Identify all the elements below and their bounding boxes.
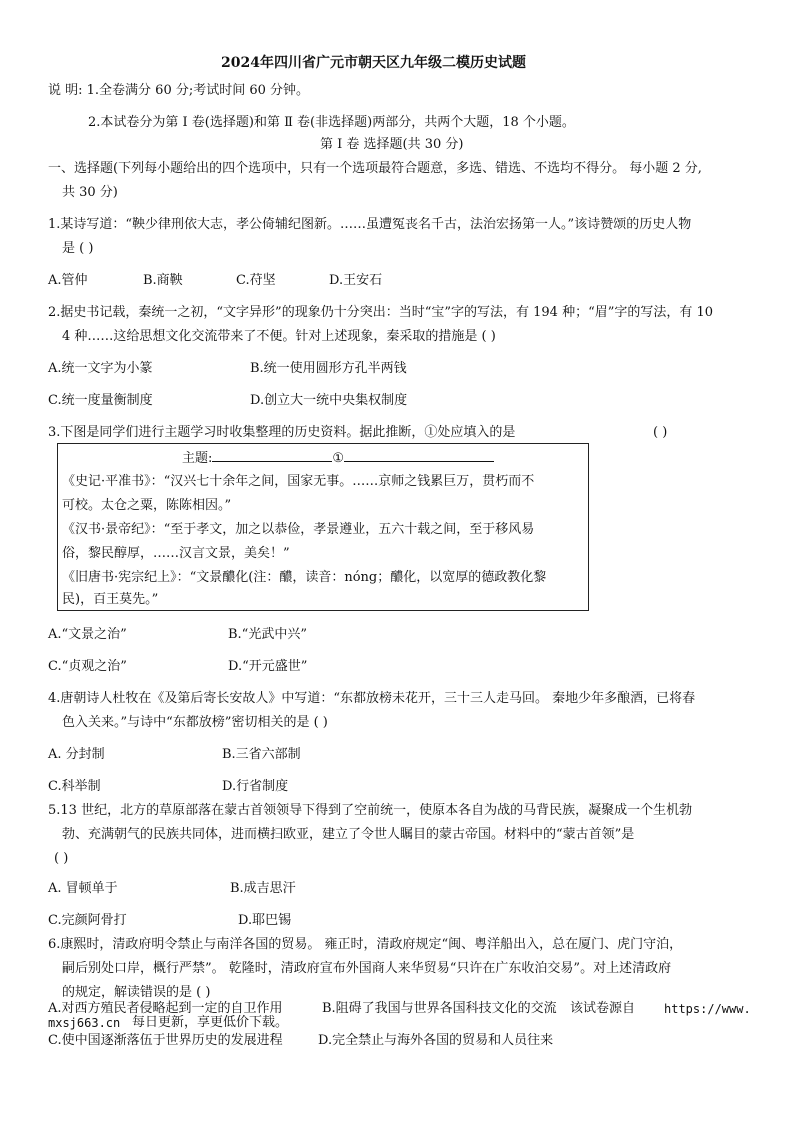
question-5-text-cont: 勃、充满朝气的民族共同体，进而横扫欧亚，建立了令世人瞩目的蒙古帝国。材料中的“蒙古首领”是 (62, 827, 635, 842)
notes-line-2: 2.本试卷分为第 Ⅰ 卷(选择题)和第 Ⅱ 卷(非选择题)两部分，共两个大题，18 个小题。 (88, 115, 575, 130)
topic-blank (212, 449, 332, 462)
topic-blank-2 (344, 449, 494, 462)
section-title: 第 Ⅰ 卷 选择题(共 30 分) (320, 137, 464, 152)
question-4-option-a: A. 分封制 (48, 747, 105, 762)
source-line-3: 《汉书·景帝纪》：“至于孝文，加之以恭俭，孝景遵业，五六十载之间，至于移风易 (62, 522, 535, 537)
question-2-option-b: B.统一使用圆形方孔半两钱 (250, 361, 407, 376)
watermark-text: 该试卷源自 (570, 1001, 636, 1016)
question-6-option-c: C.使中国逐渐落伍于世界历史的发展进程 (48, 1033, 283, 1048)
watermark-url[interactable]: https://www. (664, 1002, 751, 1016)
source-material-box (57, 443, 589, 611)
question-5-option-d: D.耶巴锡 (238, 913, 292, 928)
question-2-option-c: C.统一度量衡制度 (48, 393, 153, 408)
question-6-text-cont-2: 的规定，解读错误的是 ( ) (62, 985, 211, 1000)
question-2-option-d: D.创立大一统中央集权制度 (250, 393, 408, 408)
question-6-text-cont: 嗣后别处口岸，概行严禁”。 乾隆时，清政府宣布外国商人来华贸易“只许在广东收泊交易”。对上述清政府 (62, 961, 672, 976)
source-line-2: 可校。太仓之粟，陈陈相因。” (62, 498, 232, 513)
question-1-option-a: A.管仲 (48, 273, 88, 288)
instructions-line-1: 一、选择题(下列每小题给出的四个选项中，只有一个选项最符合题意，多选、错选、不选均不得分。 每小题 2 分, (48, 161, 702, 176)
topic-label: 主题: (182, 451, 213, 466)
question-3-option-d: D.“开元盛世” (228, 659, 308, 674)
question-6-option-b: B.阻碍了我国与世界各国科技文化的交流 (322, 1001, 557, 1016)
question-1-text-cont: 是 ( ) (62, 241, 94, 256)
question-5-option-a: A. 冒顿单于 (48, 881, 118, 896)
question-5-answer-paren: ( ) (54, 851, 69, 866)
question-3-option-a: A.“文景之治” (48, 627, 127, 642)
notes-line-1: 说 明: 1.全卷满分 60 分;考试时间 60 分钟。 (48, 83, 310, 98)
question-1-option-b: B.商鞅 (143, 273, 183, 288)
question-4-option-d: D.行省制度 (222, 779, 289, 794)
question-3-option-c: C.“贞观之治” (48, 659, 127, 674)
question-6-option-a: A.对西方殖民者侵略起到一定的自卫作用 (48, 1001, 283, 1016)
question-3-text: 3.下图是同学们进行主题学习时收集整理的历史资料。据此推断，①处应填入的是 (48, 425, 516, 440)
topic-line (182, 449, 494, 468)
watermark-domain[interactable]: mxsj663.cn (48, 1016, 121, 1030)
source-line-4: 俗，黎民醇厚，……汉言文景，美矣！” (62, 546, 290, 561)
page-title: 2024年四川省广元市朝天区九年级二模历史试题 (221, 55, 526, 71)
question-4-text: 4.唐朝诗人杜牧在《及第后寄长安故人》中写道：“东都放榜未花开，三十三人走马回。 秦地少年多酿酒，已将春 (48, 691, 696, 706)
question-6-text: 6.康熙时，清政府明令禁止与南洋各国的贸易。 雍正时，清政府规定“闽、粤洋船出入，总在厦门、虎门守泊， (48, 937, 683, 952)
question-3-option-b: B.“光武中兴” (228, 627, 307, 642)
instructions-line-2: 共 30 分) (62, 185, 118, 200)
topic-marker: ① (332, 451, 345, 466)
watermark-note: 每日更新，享更低价下载。 (132, 1015, 289, 1030)
source-line-5: 《旧唐书·宪宗纪上》：“文景醲化(注：醲，读音：nóng；醲化，以宽厚的德政教化黎 (62, 570, 547, 585)
question-6-option-d: D.完全禁止与海外各国的贸易和人员往来 (318, 1033, 554, 1048)
question-2-text-cont: 4 种……这给思想文化交流带来了不便。针对上述现象，秦采取的措施是 ( ) (62, 329, 496, 344)
question-1-option-d: D.王安石 (329, 273, 383, 288)
question-5-option-b: B.成吉思汗 (230, 881, 296, 896)
question-1-option-c: C.苻坚 (236, 273, 276, 288)
question-4-option-b: B.三省六部制 (222, 747, 301, 762)
question-2-text: 2.据史书记载，秦统一之初，“文字异形”的现象仍十分突出：当时“宝”字的写法，有 194 种；“眉”字的写法，有 10 (48, 305, 714, 320)
question-3-answer-paren: ( ) (653, 425, 668, 440)
question-4-text-cont: 色入关来。”与诗中“东都放榜”密切相关的是 ( ) (62, 715, 328, 730)
question-2-option-a: A.统一文字为小篆 (48, 361, 153, 376)
question-4-option-c: C.科举制 (48, 779, 101, 794)
question-5-text: 5.13 世纪，北方的草原部落在蒙古首领领导下得到了空前统一，使原本各自为战的马背民族，凝聚成一个生机勃 (48, 803, 693, 818)
question-1-text: 1.某诗写道：“鞅少律刑依大志，孝公倚辅纪图新。……虽遭冤丧名千古，法治宏扬第一人。”该诗赞颂的历史人物 (48, 217, 692, 232)
question-5-option-c: C.完颜阿骨打 (48, 913, 127, 928)
source-line-6: 民)，百王莫先。” (62, 592, 159, 607)
source-line-1: 《史记·平准书》：“汉兴七十余年之间，国家无事。……京师之钱累巨万，贯朽而不 (62, 474, 535, 489)
